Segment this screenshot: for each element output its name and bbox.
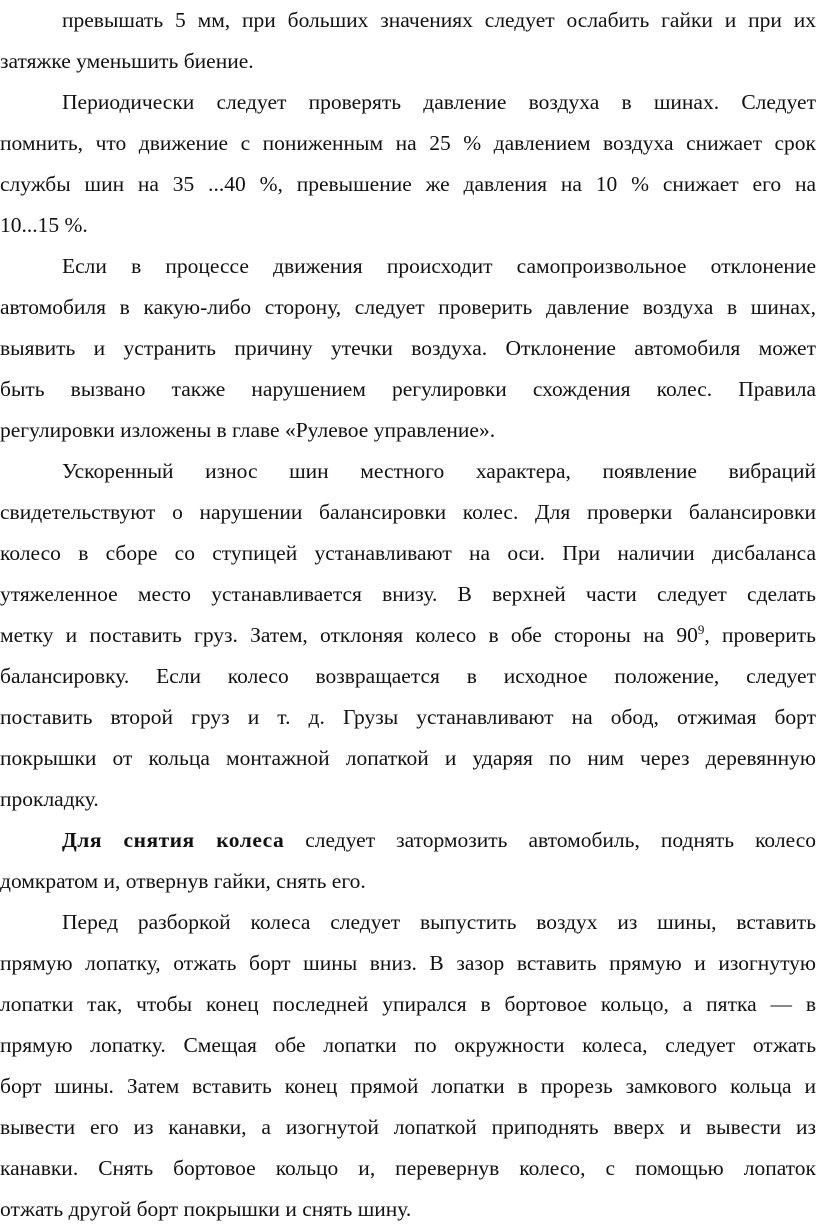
text-line: быть вызвано также нарушением регулировки схождения колес. Правила xyxy=(0,377,816,401)
text-line: службы шин на 35 ...40 %, превышение же давления на 10 % снижает его на xyxy=(0,172,816,196)
text-line: лопатки так, чтобы конец последней упирался в бортовое кольцо, а пятка — в xyxy=(0,992,816,1016)
text-line: канавки. Снять бортовое кольцо и, перевернув колесо, с помощью лопаток xyxy=(0,1156,816,1180)
text-line: прокладку. xyxy=(0,787,99,811)
text-segment: следует затормозить автомобиль, поднять колесо xyxy=(284,828,816,852)
text-line: Если в процессе движения происходит самопроизвольное отклонение xyxy=(62,254,816,278)
text-line: 10...15 %. xyxy=(0,213,88,237)
text-line-with-superscript xyxy=(0,615,816,656)
text-line: затяжке уменьшить биение. xyxy=(0,49,254,73)
text-line: домкратом и, отвернув гайки, снять его. xyxy=(0,869,366,893)
text-line: Ускоренный износ шин местного характера, появление вибраций xyxy=(62,459,816,483)
text-line: борт шины. Затем вставить конец прямой лопатки в прорезь замкового кольца и xyxy=(0,1074,816,1098)
text-line: Периодически следует проверять давление воздуха в шинах. Следует xyxy=(62,90,816,114)
text-line: колесо в сборе со ступицей устанавливают на оси. При наличии дисбаланса xyxy=(0,541,816,565)
text-line: свидетельствуют о нарушении балансировки колес. Для проверки балансировки xyxy=(0,500,816,524)
text-line: превышать 5 мм, при больших значениях следует ослабить гайки и при их xyxy=(62,8,816,32)
text-line: отжать другой борт покрышки и снять шину. xyxy=(0,1197,412,1221)
text-line: регулировки изложены в главе «Рулевое управление». xyxy=(0,418,496,442)
text-line: утяжеленное место устанавливается внизу. В верхней части следует сделать xyxy=(0,582,816,606)
text-line: поставить второй груз и т. д. Грузы устанавливают на обод, отжимая борт xyxy=(0,705,816,729)
text-line: помнить, что движение с пониженным на 25 % давлением воздуха снижает срок xyxy=(0,131,816,155)
text-line: балансировку. Если колесо возвращается в исходное положение, следует xyxy=(0,664,816,688)
superscript: 9 xyxy=(697,621,705,637)
text-line: покрышки от кольца монтажной лопаткой и ударяя по ним через деревянную xyxy=(0,746,816,770)
text-line-with-bold-lead xyxy=(62,820,816,861)
text-line: прямую лопатку, отжать борт шины вниз. В зазор вставить прямую и изогнутую xyxy=(0,951,816,975)
text-line: вывести его из канавки, а изогнутой лопаткой приподнять вверх и вывести из xyxy=(0,1115,816,1139)
text-line: прямую лопатку. Смещая обе лопатки по окружности колеса, следует отжать xyxy=(0,1033,816,1057)
text-segment: , проверить xyxy=(704,623,816,647)
text-segment: метку и поставить груз. Затем, отклоняя колесо в обе стороны на 90 xyxy=(0,623,698,647)
text-line: Перед разборкой колеса следует выпустить воздух из шины, вставить xyxy=(62,910,816,934)
text-line: выявить и устранить причину утечки воздуха. Отклонение автомобиля может xyxy=(0,336,816,360)
bold-lead: Для снятия колеса xyxy=(62,828,285,852)
text-line: автомобиля в какую-либо сторону, следует проверить давление воздуха в шинах, xyxy=(0,295,816,319)
